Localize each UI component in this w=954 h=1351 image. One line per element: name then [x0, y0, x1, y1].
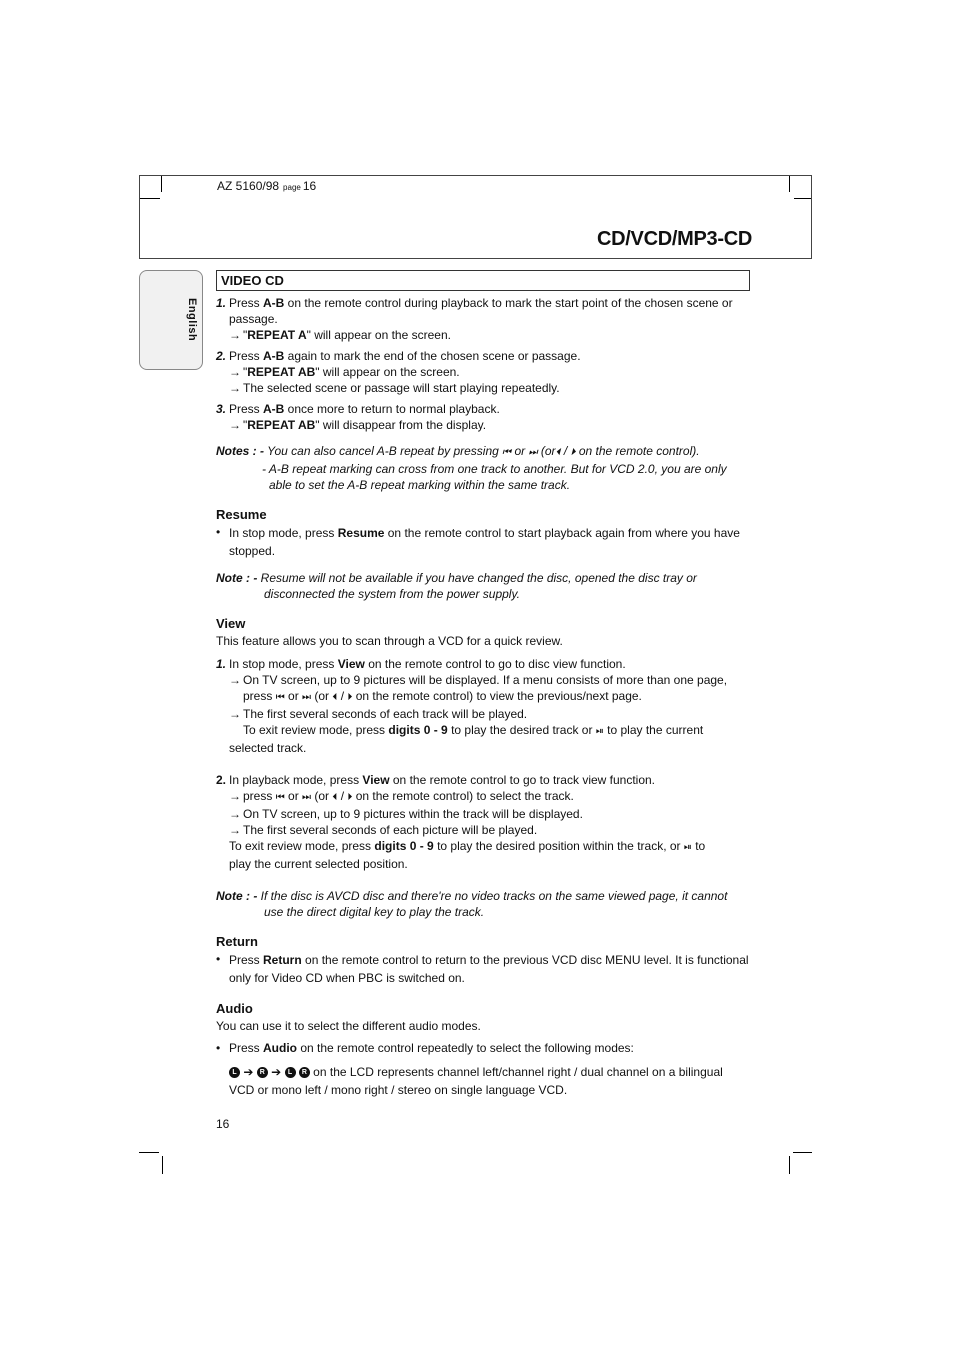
section-heading-video-cd: VIDEO CD — [216, 270, 750, 291]
section-heading-audio: Audio — [216, 1001, 253, 1016]
section-heading-resume: Resume — [216, 507, 267, 522]
page-identifier — [217, 179, 316, 193]
step-result: → "REPEAT AB" will appear on the screen. — [229, 365, 460, 379]
previous-single-icon: ⏴ — [332, 792, 338, 803]
view-step-1: 1. In stop mode, press View on the remote control to go to disc view function. — [216, 657, 626, 671]
arrow-icon: ➔ — [243, 1065, 254, 1079]
step-2 — [216, 348, 750, 364]
list-item: • Press Audio on the remote control repeatedly to select the following modes: — [216, 1041, 634, 1055]
step-result: To exit review mode, press digits 0 - 9 to play the desired track or ⏯ to play the current — [243, 723, 704, 737]
step-1 — [216, 295, 750, 327]
next-single-icon: ⏵ — [347, 792, 353, 803]
step-result: → The first several seconds of each picture will be played. — [229, 823, 538, 837]
bullet-icon: • — [216, 1041, 221, 1055]
arrow-icon: → — [229, 707, 241, 721]
step-text: Press A-B again to mark the end of the chosen scene or passage. — [229, 349, 581, 363]
step-number: 2. — [216, 349, 227, 363]
right-channel-icon: R — [299, 1067, 310, 1078]
arrow-icon: ➔ — [271, 1065, 282, 1079]
previous-single-icon: ⏴ — [555, 447, 561, 458]
step-result: selected track. — [229, 741, 307, 755]
play-pause-icon: ⏯ — [595, 726, 604, 737]
step-result: → On TV screen, up to 9 pictures will be displayed. If a menu consists of more than one page, — [229, 673, 728, 687]
arrow-icon: → — [229, 381, 241, 395]
step-result: → On TV screen, up to 9 pictures within the track will be displayed. — [229, 807, 583, 821]
next-single-icon: ⏵ — [570, 447, 576, 458]
bullet-icon: • — [216, 952, 221, 966]
step-result: → press ⏮ or ⏭ (or ⏴ / ⏵ on the remote control) to select the track. — [229, 789, 574, 803]
crop-mark — [793, 1152, 812, 1153]
left-channel-icon: L — [229, 1067, 240, 1078]
step-result: → The selected scene or passage will start playing repeatedly. — [229, 381, 560, 395]
step-number: 3. — [216, 402, 227, 416]
previous-icon: ⏮ — [275, 692, 285, 703]
page-label: page — [283, 183, 301, 192]
arrow-icon: → — [229, 789, 241, 803]
note-line: able to set the A-B repeat marking within the same track. — [269, 478, 571, 492]
previous-icon: ⏮ — [275, 792, 285, 803]
main-content — [216, 270, 750, 1099]
arrow-icon: → — [229, 807, 241, 821]
bullet-icon: • — [216, 525, 221, 539]
arrow-icon: → — [229, 418, 241, 432]
note-line: - A-B repeat marking can cross from one track to another. But for VCD 2.0, you are only — [262, 462, 727, 476]
model-number: AZ 5160/98 — [217, 179, 280, 193]
step-3 — [216, 401, 750, 417]
step-result: To exit review mode, press digits 0 - 9 to play the desired position within the track, or ⏯ to — [229, 839, 706, 853]
view-step-2: 2. In playback mode, press View on the remote control to go to track view function. — [216, 773, 656, 787]
note-line: disconnected the system from the power supply. — [264, 587, 520, 601]
list-item: • Press Return on the remote control to return to the previous VCD disc MENU level. It is functional only for Video CD when PBC is switched on. — [216, 952, 749, 985]
arrow-icon: → — [229, 673, 241, 687]
previous-icon: ⏮ — [502, 447, 512, 458]
play-pause-icon: ⏯ — [683, 842, 692, 853]
list-item: • In stop mode, press Resume on the remote control to start playback again from where you have stopped. — [216, 525, 740, 558]
note: Note : - Resume will not be available if you have changed the disc, opened the disc tray or — [216, 571, 697, 585]
crop-mark — [139, 1152, 159, 1153]
view-intro: This feature allows you to scan through a VCD for a quick review. — [216, 634, 563, 648]
next-single-icon: ⏵ — [347, 692, 353, 703]
next-icon: ⏭ — [302, 692, 312, 703]
right-channel-icon: R — [257, 1067, 268, 1078]
left-channel-icon: L — [285, 1067, 296, 1078]
note-line: use the direct digital key to play the track. — [264, 905, 485, 919]
section-heading-return: Return — [216, 934, 258, 949]
step-text: Press A-B on the remote control during playback to mark the start point of the chosen scene or passage. — [229, 296, 733, 326]
step-result: press ⏮ or ⏭ (or ⏴ / ⏵ on the remote control) to view the previous/next page. — [243, 689, 642, 703]
step-result: play the current selected position. — [229, 857, 408, 871]
step-result: → The first several seconds of each track will be played. — [229, 707, 528, 721]
page-number: 16 — [216, 1117, 230, 1131]
crop-mark — [789, 1156, 790, 1174]
arrow-icon: → — [229, 365, 241, 379]
step-result: → "REPEAT AB" will disappear from the display. — [229, 418, 487, 432]
page-ref: 16 — [302, 179, 317, 193]
crop-mark — [162, 1156, 163, 1174]
previous-single-icon: ⏴ — [332, 692, 338, 703]
page-title: CD/VCD/MP3-CD — [597, 228, 752, 250]
next-icon: ⏭ — [302, 792, 312, 803]
step-text: Press A-B once more to return to normal playback. — [229, 402, 500, 416]
audio-intro: You can use it to select the different audio modes. — [216, 1019, 481, 1033]
step-result: → "REPEAT A" will appear on the screen. — [229, 328, 451, 342]
audio-modes-desc: VCD or mono left / mono right / stereo on single language VCD. — [229, 1083, 568, 1097]
arrow-icon: → — [229, 823, 241, 837]
notes: Notes : - You can also cancel A-B repeat by pressing ⏮ or ⏭ (or⏴ / ⏵ on the remote control). — [216, 444, 700, 458]
language-label: English — [186, 298, 198, 342]
step-number: 1. — [216, 296, 227, 310]
note: Note : - If the disc is AVCD disc and there're no video tracks on the same viewed page, it cannot — [216, 889, 728, 903]
section-heading-view: View — [216, 616, 246, 631]
arrow-icon: → — [229, 328, 241, 342]
audio-modes: L ➔ R ➔ L R on the LCD represents channel left/channel right / dual channel on a bilingual — [216, 1063, 750, 1081]
next-icon: ⏭ — [528, 447, 538, 458]
